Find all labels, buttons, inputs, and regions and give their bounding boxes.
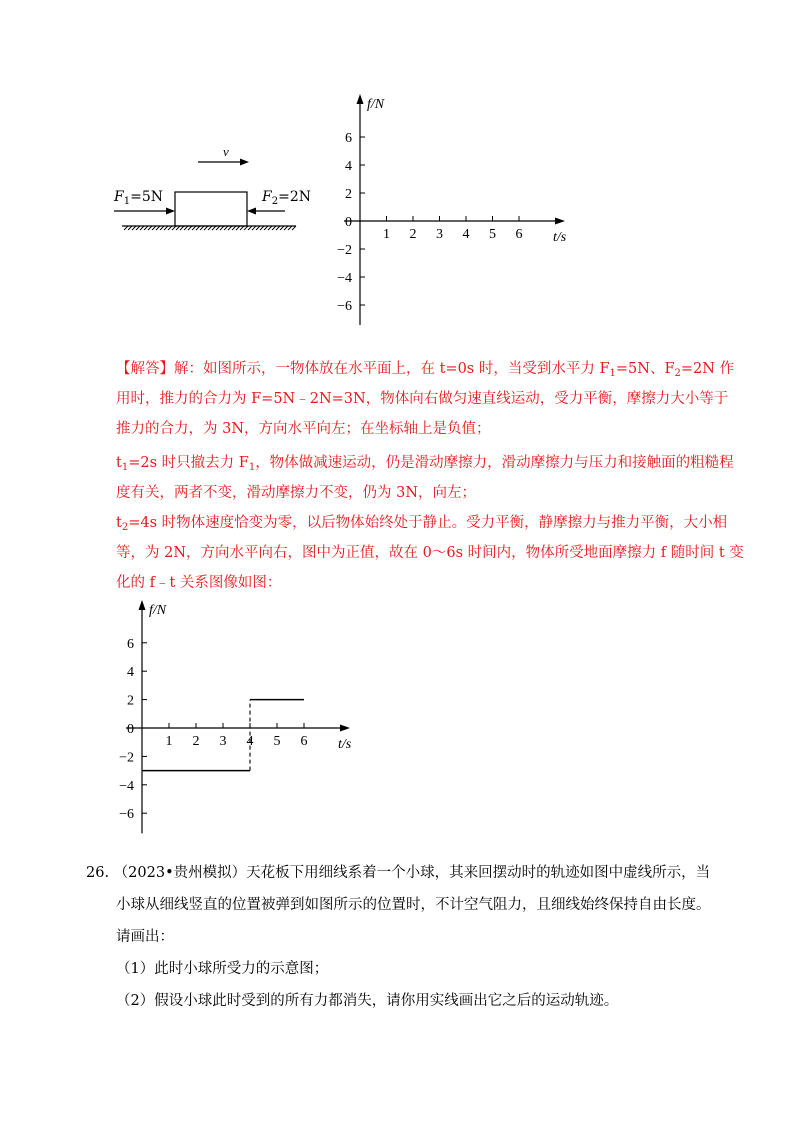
top-axes-y-tick-label: −2	[337, 243, 352, 258]
top-axes-x-tick-label: 5	[489, 227, 496, 242]
answer-line-7: 等，为 2N，方向水平向右，图中为正值，故在 0～6s 时间内，物体所受地面摩擦力 f 随时间 t 变	[116, 545, 744, 561]
f1-label: $F_1=5N$	[114, 189, 163, 207]
answer-line-8: 化的 f﹣t 关系图像如图：	[116, 575, 282, 591]
top-axes-x-tick-label: 6	[515, 227, 523, 242]
chart-x-tick-label: 5	[273, 734, 281, 749]
chart-y-tick-label: 6	[127, 636, 134, 652]
top-axes-x-arrowhead	[555, 218, 565, 225]
top-axes-y-tick-label: 2	[345, 187, 352, 202]
chart-x-tick-label: 6	[300, 734, 308, 749]
chart-x-tick-label: 2	[192, 734, 200, 749]
question-line-1: 26. （2023•贵州模拟）天花板下用细线系着一个小球，其来回摆动时的轨迹如图中虚线所示，当	[86, 865, 711, 881]
chart-x-tick-label: 4	[246, 734, 254, 749]
top-axes-y-tick-label: 4	[345, 159, 352, 174]
velocity-label: v	[223, 144, 229, 159]
answer-line-1: 【解答】解：如图所示，一物体放在水平面上，在 t=0s 时，当受到水平力 $F_1=5N$、$F_2=2N$ 作	[116, 361, 735, 379]
empty-ft-axes	[330, 90, 590, 340]
question-line-2: 小球从细线竖直的位置被弹到如图所示的位置时，不计空气阻力，且细线始终保持自由长度。	[116, 897, 711, 913]
answer-line-3: 推力的合力，为 3N，方向水平向左；在坐标轴上是负值；	[116, 421, 491, 437]
question-item-1: （1）此时小球所受力的示意图；	[116, 961, 329, 977]
question-line-3: 请画出：	[116, 929, 174, 945]
answer-tag: 【解答】	[116, 361, 174, 377]
question-number: 26.	[86, 865, 110, 881]
chart-y-tick-label: 2	[127, 693, 134, 709]
chart-y-tick-label: 4	[127, 665, 134, 681]
ft-answer-chart	[110, 596, 370, 846]
answer-line-6: $t_2=4s$ 时物体速度恰变为零，以后物体始终处于静止。受力平衡，静摩擦力与推力平衡，大小相	[116, 515, 728, 533]
block	[175, 192, 247, 226]
chart-x-tick-label: 3	[219, 734, 227, 749]
chart-x-arrowhead	[340, 725, 350, 732]
top-axes-x-tick-label: 4	[462, 227, 470, 242]
top-axes-y-tick-label: −4	[337, 271, 352, 286]
top-axes-y-tick-label: 6	[345, 131, 352, 146]
chart-y-tick-label: −2	[119, 750, 134, 766]
answer-line-4: $t_1=2s$ 时只撤去力 $F_1$，物体做减速运动，仍是滑动摩擦力，滑动摩擦力与压力和接触面的粗糙程	[116, 455, 734, 473]
top-axes-y-axis-label: f/N	[367, 97, 385, 112]
chart-x-tick-label: 1	[165, 734, 173, 749]
f2-label: $F_2=2N$	[262, 189, 311, 207]
top-axes-x-tick-label: 3	[436, 227, 443, 242]
chart-y-axis-label: f/N	[149, 603, 167, 618]
top-axes-y-tick-label: −6	[337, 299, 352, 314]
chart-y-arrowhead	[139, 600, 146, 610]
top-axes-x-tick-label: 2	[409, 227, 417, 242]
chart-y-tick-label: −6	[119, 807, 134, 823]
chart-y-tick-label: 0	[127, 722, 134, 737]
top-axes-y-tick-label: 0	[345, 215, 352, 230]
top-axes-x-tick-label: 1	[383, 227, 390, 242]
ground-hatching	[124, 226, 296, 230]
chart-y-tick-label: −4	[119, 778, 134, 794]
answer-line-5: 度有关，两者不变，滑动摩擦力不变，仍为 3N，向左；	[116, 485, 477, 501]
top-axes-y-arrowhead	[357, 94, 364, 104]
answer-line-2: 用时，推力的合力为 F=5N﹣2N=3N，物体向右做匀速直线运动，受力平衡，摩擦力大小等于	[116, 391, 729, 407]
chart-x-axis-label: t/s	[338, 737, 352, 752]
top-axes-x-axis-label: t/s	[553, 230, 567, 245]
question-item-2: （2）假设小球此时受到的所有力都消失，请你用实线画出它之后的运动轨迹。	[116, 993, 619, 1009]
